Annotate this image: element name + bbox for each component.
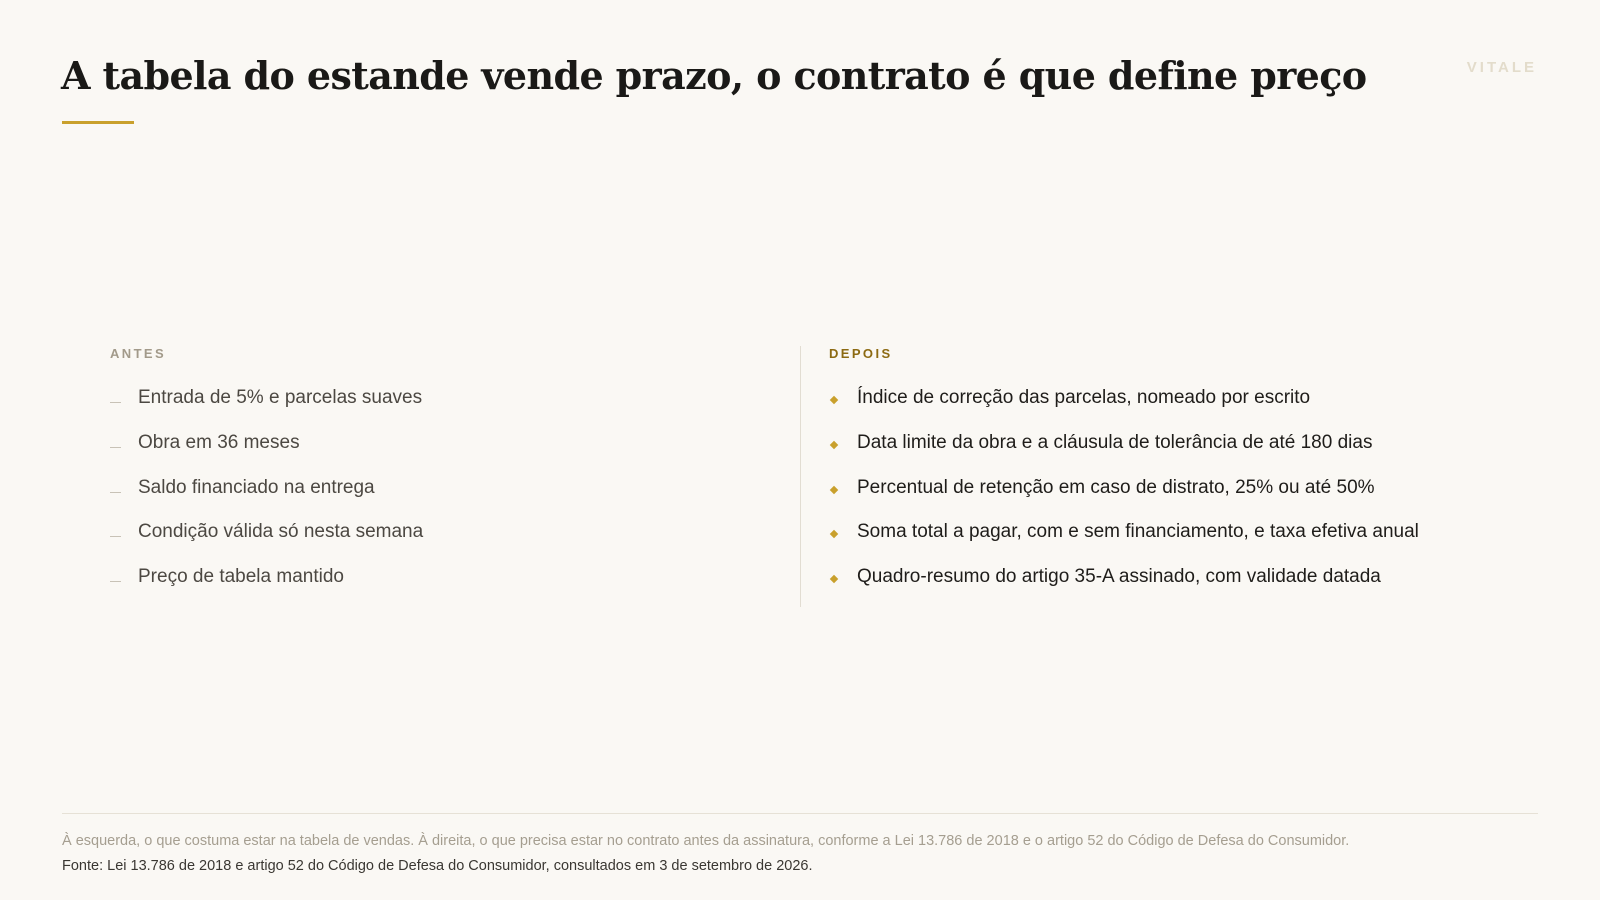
list-item-text: Condição válida só nesta semana — [138, 521, 424, 543]
list-item-text: Preço de tabela mantido — [138, 566, 344, 587]
footer-divider — [62, 813, 1538, 814]
list-item — [110, 470, 423, 515]
list-item — [110, 559, 423, 604]
footnote: À esquerda, o que costuma estar na tabela de vendas. À direita, o que precisa estar no contrato antes da assinatura, conforme a Lei 13.786 de 2018 e o artigo 52 do Código de Defesa do Consumidor. — [62, 833, 1350, 849]
list-item — [110, 514, 423, 559]
list-item — [829, 380, 1419, 425]
list-item — [829, 470, 1419, 515]
list-item-text: Entrada de 5% e parcelas suaves — [138, 387, 423, 408]
diamond-icon — [829, 380, 857, 416]
list-item-text: Índice de correção das parcelas, nomeado por escrito — [857, 387, 1311, 408]
diamond-icon — [829, 470, 857, 506]
title-accent-rule — [62, 121, 134, 124]
page-title: A tabela do estande vende prazo, o contrato é que define preço — [61, 53, 1367, 98]
list-item-text: Data limite da obra e a cláusula de tolerância de até 180 dias — [857, 431, 1373, 453]
list-item — [829, 514, 1419, 559]
list-item-text: Soma total a pagar, com e sem financiamento, e taxa efetiva anual — [857, 521, 1419, 543]
list-item-text: Obra em 36 meses — [138, 431, 300, 453]
dash-icon — [110, 470, 138, 506]
list-item-text: Saldo financiado na entrega — [138, 476, 375, 498]
diamond-icon — [829, 425, 857, 461]
diamond-icon — [829, 514, 857, 550]
dash-icon — [110, 425, 138, 461]
diamond-icon — [829, 559, 857, 595]
list-item-text: Percentual de retenção em caso de distrato, 25% ou até 50% — [857, 476, 1375, 498]
source-citation: Fonte: Lei 13.786 de 2018 e artigo 52 do Código de Defesa do Consumidor, consultados em 3 de setembro de 2026. — [62, 858, 813, 874]
column-divider — [800, 346, 801, 607]
list-item-text: Quadro-resumo do artigo 35-A assinado, com validade datada — [857, 566, 1381, 587]
dash-icon — [110, 559, 138, 595]
dash-icon — [110, 380, 138, 416]
brand-logo: VITALE — [1466, 59, 1537, 76]
list-item — [110, 380, 423, 425]
list-item — [829, 425, 1419, 470]
dash-icon — [110, 514, 138, 550]
list-item — [110, 425, 423, 470]
antes-list — [110, 380, 423, 604]
antes-heading: ANTES — [110, 346, 167, 361]
depois-heading: DEPOIS — [829, 346, 893, 361]
depois-list — [829, 380, 1419, 604]
list-item — [829, 559, 1419, 604]
